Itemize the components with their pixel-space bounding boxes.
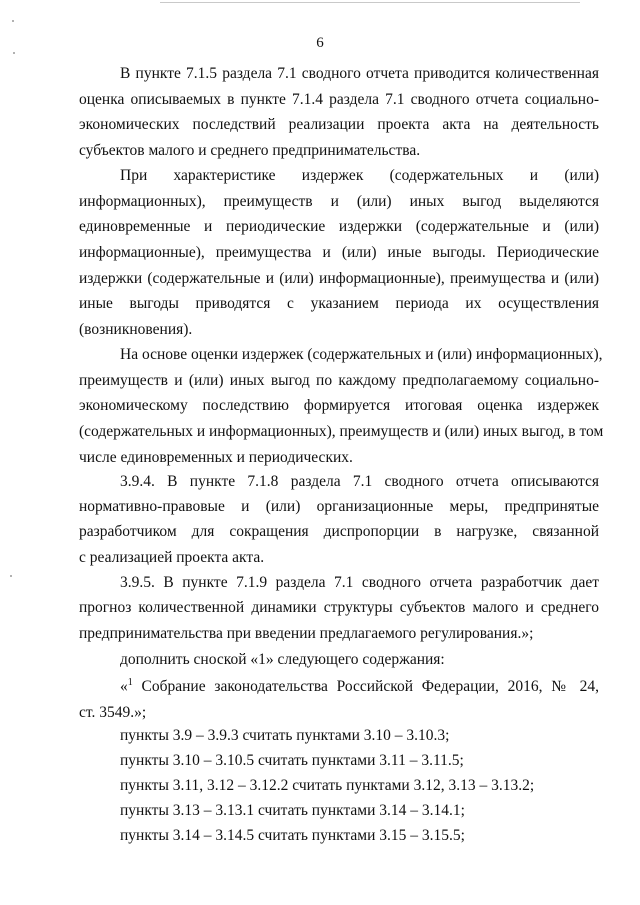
text-line: разработчиком для сокращения диспропорции в нагрузке, связанной xyxy=(79,523,599,541)
text-line: 3.9.4. В пункте 7.1.8 раздела 7.1 сводного отчета описываются xyxy=(120,473,599,490)
list-item: пункты 3.9 – 3.9.3 считать пунктами 3.10 – 3.10.3; xyxy=(120,727,450,744)
text-line: предпринимательства при введении предлагаемого регулирования.»; xyxy=(79,624,534,642)
text-line: оценка описываемых в пункте 7.1.4 раздела 7.1 сводного отчета социально- xyxy=(79,90,599,108)
scan-edge-line xyxy=(160,2,580,3)
text-line: При характеристике издержек (содержательных и (или) xyxy=(120,167,599,184)
text-line: экономических последствий реализации проекта акта на деятельность xyxy=(79,116,599,134)
scan-speck xyxy=(10,575,12,577)
text-line: информационных), преимуществ и (или) иных выгод выделяются xyxy=(79,192,599,210)
footnote-line-1 xyxy=(79,674,599,700)
text-line: дополнить сноской «1» следующего содержания: xyxy=(120,651,445,668)
footnote-line-2: ст. 3549.»; xyxy=(79,703,147,721)
footnote-open-quote: « xyxy=(120,678,128,695)
paragraph-3-9-4 xyxy=(79,469,599,570)
page-number: 6 xyxy=(316,35,324,51)
text-line: с реализацией проекта акта. xyxy=(79,548,265,566)
footnote-body: Собрание законодательства Российской Федерации, 2016, № 24, xyxy=(132,678,599,695)
text-line: нормативно-правовые и (или) организационные меры, предпринятые xyxy=(79,498,599,516)
supplement-paragraph xyxy=(79,647,599,673)
text-line: прогноз количественной динамики структуры субъектов малого и среднего xyxy=(79,599,599,617)
scan-speck xyxy=(13,52,15,54)
text-line: 3.9.5. В пункте 7.1.9 раздела 7.1 сводного отчета разработчик дает xyxy=(120,574,599,591)
text-line: На основе оценки издержек (содержательных и (или) информационных), xyxy=(120,346,603,363)
paragraph-2 xyxy=(79,163,599,343)
paragraph-3-9-5 xyxy=(79,570,599,646)
text-line: информационные), преимущества и (или) иные выгоды. Периодические xyxy=(79,244,599,262)
text-line: преимуществ и (или) иных выгод по каждому предполагаемому социально- xyxy=(79,371,599,389)
text-line: В пункте 7.1.5 раздела 7.1 сводного отчета приводится количественная xyxy=(120,65,599,82)
text-line: (возникновения). xyxy=(79,321,193,339)
scan-speck xyxy=(12,20,14,22)
list-item: пункты 3.10 – 3.10.5 считать пунктами 3.11 – 3.11.5; xyxy=(120,752,464,769)
text-line: единовременные и периодические издержки (содержательные и (или) xyxy=(79,218,599,236)
footnote-marker: 1 xyxy=(127,677,133,688)
list-item: пункты 3.14 – 3.14.5 считать пунктами 3.15 – 3.15.5; xyxy=(120,827,465,844)
list-item: пункты 3.11, 3.12 – 3.12.2 считать пунктами 3.12, 3.13 – 3.13.2; xyxy=(120,777,535,794)
renumber-list xyxy=(79,723,599,848)
text-line: экономическому последствию формируется итоговая оценка издержек xyxy=(79,397,599,415)
paragraph-3 xyxy=(79,342,604,470)
text-line: иные выгоды приводятся с указанием периода их осуществления xyxy=(79,295,599,313)
text-line: издержки (содержательные и (или) информационные), преимущества и (или) xyxy=(79,269,599,287)
list-item: пункты 3.13 – 3.13.1 считать пунктами 3.14 – 3.14.1; xyxy=(120,802,465,819)
text-line: числе единовременных и периодических. xyxy=(79,448,353,466)
text-line: субъектов малого и среднего предпринимательства. xyxy=(79,142,421,160)
text-line: (содержательных и информационных), преимуществ и (или) иных выгод, в том xyxy=(79,423,604,441)
footnote-text xyxy=(79,674,599,725)
paragraph-1 xyxy=(79,61,599,164)
